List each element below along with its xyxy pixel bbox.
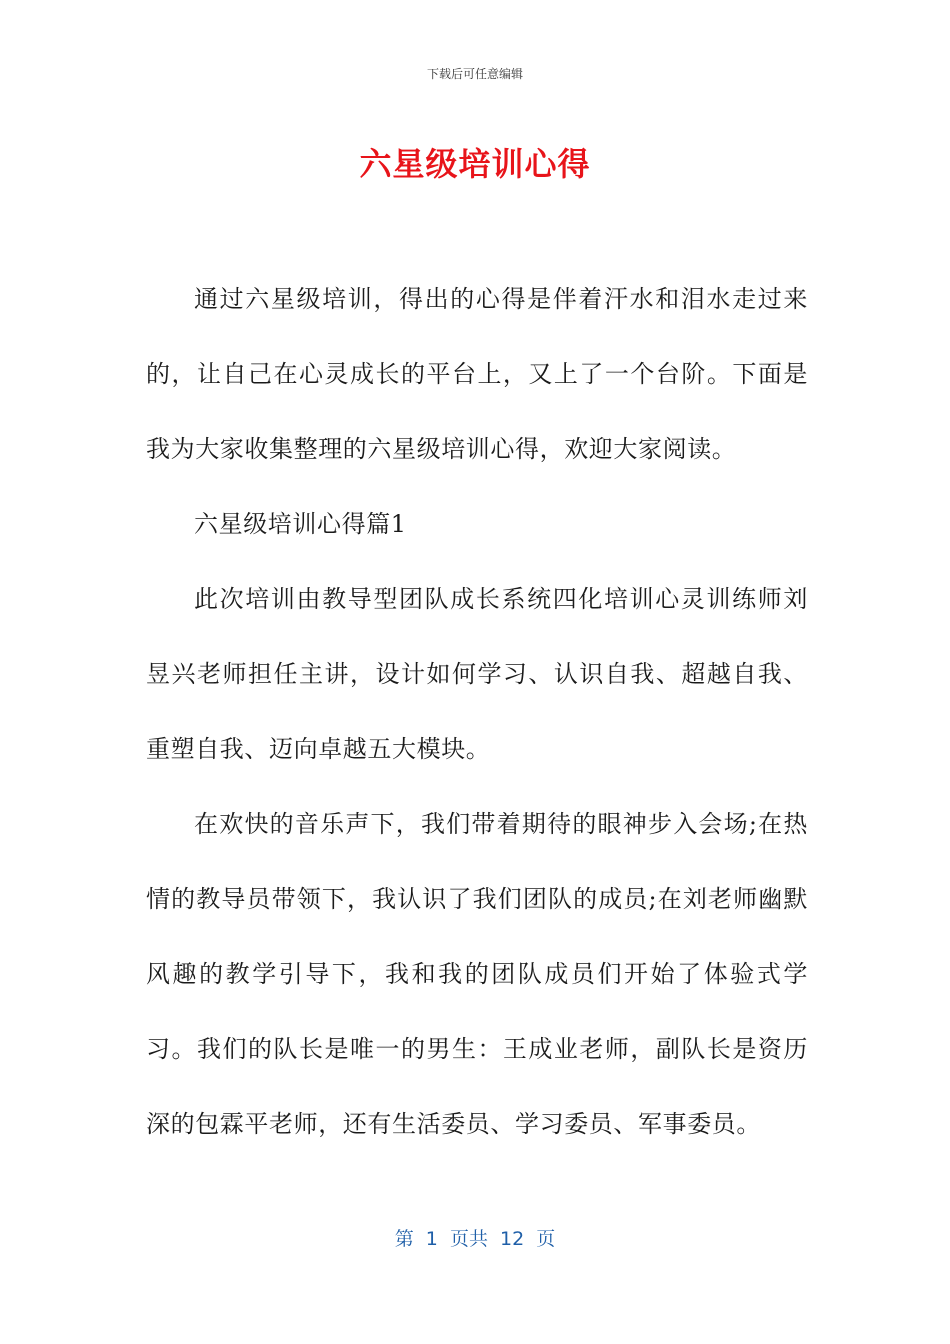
page-number-footer: 第 1 页共 12 页 xyxy=(394,1228,556,1250)
document-title: 六星级培训心得 xyxy=(359,145,591,183)
header-note: 下载后可任意编辑 xyxy=(426,67,523,81)
section-heading: 六星级培训心得篇1 xyxy=(194,510,407,538)
paragraph-training-overview: 此次培训由教导型团队成长系统四化培训心灵训练师刘昱兴老师担任主讲，设计如何学习、认识自我、超越自我、重塑自我、迈向卓越五大模块。 xyxy=(146,585,808,763)
paragraph-intro: 通过六星级培训，得出的心得是伴着汗水和泪水走过来的，让自己在心灵成长的平台上，又上了一个台阶。下面是我为大家收集整理的六星级培训心得，欢迎大家阅读。 xyxy=(146,285,808,463)
paragraph-team-experience: 在欢快的音乐声下，我们带着期待的眼神步入会场;在热情的教导员带领下，我认识了我们团队的成员;在刘老师幽默风趣的教学引导下，我和我的团队成员们开始了体验式学习。我们的队长是唯一的男生：王成业老师，副队长是资历深的包霖平老师，还有生活委员、学习委员、军事委员。 xyxy=(146,810,808,1138)
document-body xyxy=(146,262,808,1162)
